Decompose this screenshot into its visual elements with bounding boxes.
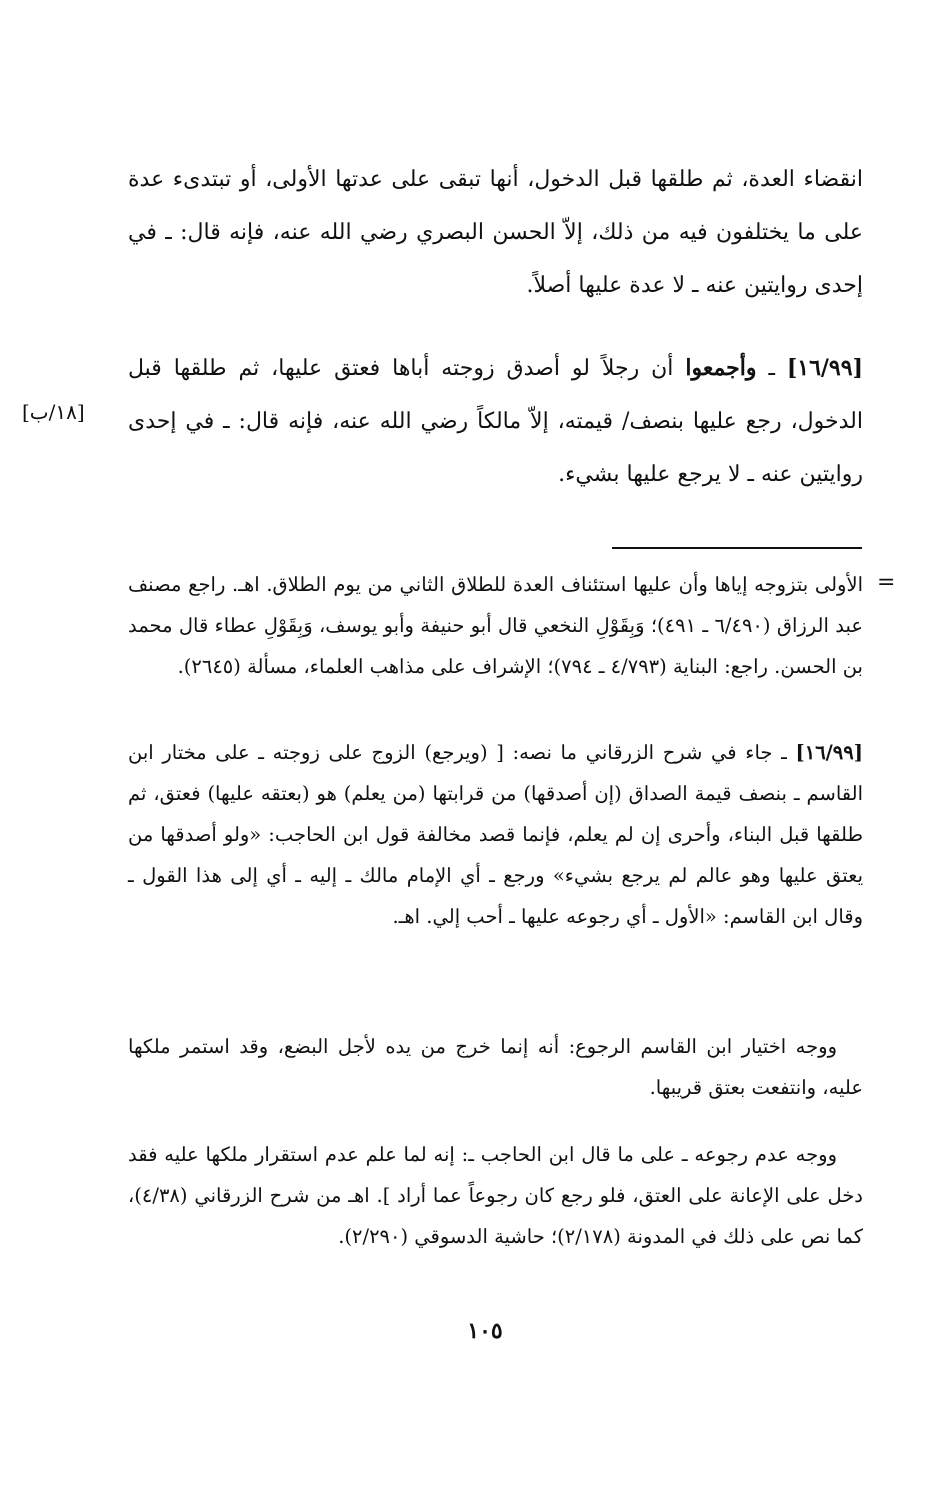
main-paragraph-2 (128, 342, 863, 501)
issue-lead-word: وأجمعوا (685, 355, 757, 381)
manuscript-folio-marker: [١٨/ب] (22, 400, 85, 424)
issue-number: [١٦/٩٩] (786, 355, 863, 381)
footnote-3: ووجه اختيار ابن القاسم الرجوع: أنه إنما خرج من يده لأجل البضع، وقد استمر ملكها عليه، وانتفعت بعتق قريبها. (128, 1035, 863, 1099)
page-number: ١٠٥ (467, 1318, 503, 1344)
footnote-continuation-marker: = (877, 570, 896, 595)
main-paragraph-1: انقضاء العدة، ثم طلقها قبل الدخول، أنها تبقى على عدتها الأولى، أو تبتدىء عدة على ما يختلفون فيه من ذلك، إلاّ الحسن البصري رضي الله عنه، فإنه قال: ـ في إحدى روايتين عنه ـ لا عدة عليها أصلاً. (128, 167, 863, 298)
footnote-1: الأولى بتزوجه إياها وأن عليها استئناف العدة للطلاق الثاني من يوم الطلاق. اهـ. راجع مصنف عبد الرزاق (٦/٤٩٠ ـ ٤٩١)؛ وَبِقَوْلِ النخعي قال أبو حنيفة وأبو يوسف، وَبِقَوْلِ عطاء قال محمد بن الحسن. راجع: البناية (٤/٧٩٣ ـ ٧٩٤)؛ الإشراف على مذاهب العلماء، مسألة (٢٦٤٥). (128, 573, 864, 678)
issue-dash: ـ (756, 356, 787, 381)
footnote-2-text: ـ جاء في شرح الزرقاني ما نصه: [ (ويرجع) الزوج على زوجته ـ على مختار ابن القاسم ـ بنصف قيمة الصداق (إن أصدقها) من قرابتها (من يعلم) هو (بعتقه عليها) فعتق، ثم طلقها قبل البناء، وأحرى إن لم يعلم، فإنما قصد مخالفة قول ابن الحاجب: «ولو أصدقها من يعتق عليها وهو عالم لم يرجع بشيء» ورجع ـ أي الإمام مالك ـ إليه ـ أي إلى هذا القول ـ وقال ابن القاسم: «الأول ـ أي رجوعه عليها ـ أحب إلي. اهـ. (128, 741, 863, 928)
footnote-4: ووجه عدم رجوعه ـ على ما قال ابن الحاجب ـ: إنه لما علم عدم استقرار ملكها عليه فقد دخل على الإعانة على العتق، فلو رجع كان رجوعاً عما أراد ]. اهـ من شرح الزرقاني (٤/٣٨)، كما نص على ذلك في المدونة (٢/١٧٨)؛ حاشية الدسوقي (٢/٢٩٠). (128, 1143, 863, 1248)
footnote-separator (612, 547, 862, 549)
footnote-issue-number: [١٦/٩٩] (795, 741, 863, 764)
footnote-2 (128, 732, 863, 937)
issue-text: أن رجلاً لو أصدق زوجته أباها فعتق عليها، ثم طلقها قبل الدخول، رجع عليها بنصف/ قيمته، إلاّ مالكاً رضي الله عنه، فإنه قال: ـ في إحدى روايتين عنه ـ لا يرجع عليها بشيء. (128, 356, 863, 487)
